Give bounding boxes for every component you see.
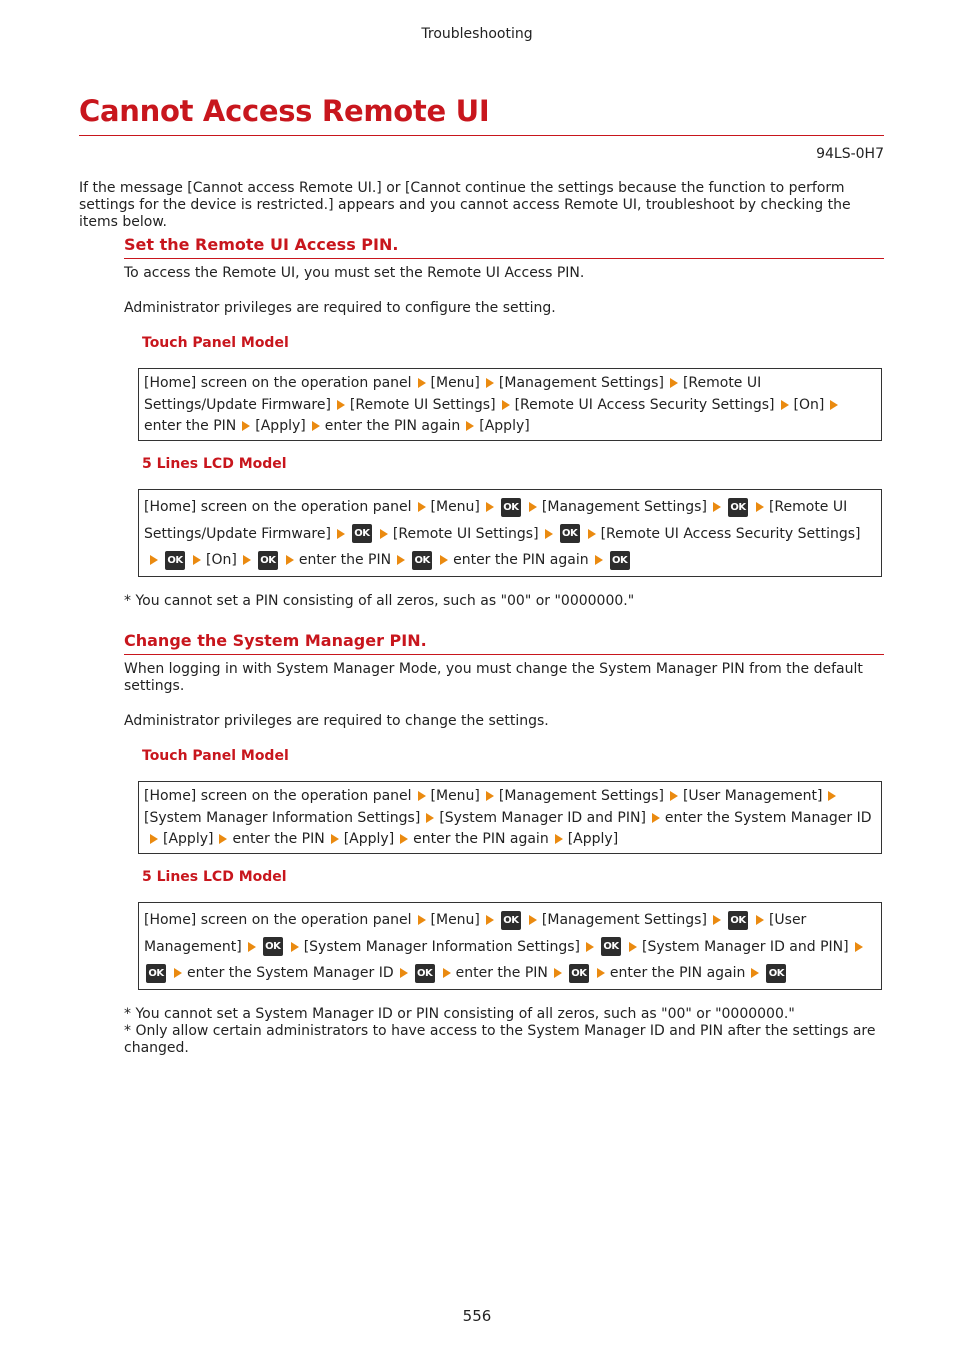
ok-key-icon: OK: [501, 498, 521, 517]
title-divider: [79, 135, 884, 136]
ok-key-icon: OK: [728, 911, 748, 930]
step-text: [Remote UI Settings]: [349, 396, 496, 413]
ok-key-icon: OK: [766, 964, 786, 983]
step-text: [Apply]: [479, 418, 530, 434]
step-text: [Remote UI Settings/Update Firmware]: [144, 375, 762, 413]
section-paragraph: Administrator privileges are required to change the settings.: [124, 713, 549, 729]
step-arrow-icon: [486, 791, 494, 801]
section-divider: [124, 654, 884, 655]
step-text: [On]: [206, 552, 237, 568]
step-arrow-icon: [219, 834, 227, 844]
step-text: [Remote UI Settings]: [392, 525, 539, 542]
step-text: [On]: [793, 396, 825, 413]
section-heading-system-manager-pin: Change the System Manager PIN.: [124, 631, 427, 650]
step-arrow-icon: [629, 942, 637, 952]
step-arrow-icon: [466, 421, 474, 431]
step-text: enter the System Manager ID: [187, 965, 394, 981]
step-arrow-icon: [312, 421, 320, 431]
procedure-box-touch-panel: [138, 781, 882, 854]
section-divider: [124, 258, 884, 259]
step-arrow-icon: [193, 555, 201, 565]
step-arrow-icon: [418, 378, 426, 388]
step-text: enter the PIN: [232, 831, 325, 847]
step-text: [Management Settings]: [498, 788, 664, 804]
step-text: [Apply]: [163, 831, 214, 847]
procedure-box-touch-panel: [138, 368, 882, 441]
step-arrow-icon: [529, 915, 537, 925]
step-text: [Menu]: [430, 912, 480, 928]
page-title: Cannot Access Remote UI: [79, 94, 490, 128]
step-arrow-icon: [586, 942, 594, 952]
page-number: 556: [462, 1307, 492, 1325]
step-arrow-icon: [440, 555, 448, 565]
procedure-box-lcd: [138, 902, 882, 990]
step-arrow-icon: [756, 915, 764, 925]
ok-key-icon: OK: [601, 937, 621, 956]
step-arrow-icon: [830, 400, 838, 410]
step-arrow-icon: [855, 942, 863, 952]
step-arrow-icon: [286, 555, 294, 565]
ok-key-icon: OK: [560, 524, 580, 543]
step-text: [User Management]: [144, 912, 807, 955]
step-arrow-icon: [588, 529, 596, 539]
step-text: [Apply]: [567, 831, 619, 847]
step-text: [Menu]: [430, 499, 480, 515]
step-arrow-icon: [670, 791, 678, 801]
step-text: [Remote UI Access Security Settings]: [514, 396, 775, 413]
intro-paragraph: If the message [Cannot access Remote UI.] or [Cannot continue the settings because the function to perform settings for the device is restricted.] appears and you cannot access Remote UI, troubleshoot by checking the items below.: [79, 180, 851, 230]
section-heading-remote-ui-pin: Set the Remote UI Access PIN.: [124, 235, 399, 254]
step-arrow-icon: [781, 400, 789, 410]
ok-key-icon: OK: [569, 964, 589, 983]
step-arrow-icon: [554, 968, 562, 978]
step-arrow-icon: [652, 813, 660, 823]
step-arrow-icon: [486, 502, 494, 512]
step-arrow-icon: [248, 942, 256, 952]
step-text: enter the PIN again: [453, 552, 589, 568]
step-arrow-icon: [828, 791, 836, 801]
step-text: [Menu]: [430, 375, 480, 391]
step-text: [Remote UI Access Security Settings]: [600, 525, 861, 542]
note-text: * You cannot set a PIN consisting of all zeros, such as "00" or "0000000.": [124, 593, 635, 609]
step-arrow-icon: [486, 915, 494, 925]
step-text: [Home] screen on the operation panel: [144, 375, 412, 391]
step-text: [Home] screen on the operation panel: [144, 499, 412, 515]
step-text: [Apply]: [255, 418, 306, 434]
ok-key-icon: OK: [352, 524, 372, 543]
step-text: [Home] screen on the operation panel: [144, 912, 412, 928]
step-text: [System Manager Information Settings]: [144, 809, 421, 826]
ok-key-icon: OK: [412, 551, 432, 570]
step-arrow-icon: [150, 834, 158, 844]
step-text: [Management Settings]: [498, 375, 664, 391]
procedure-box-lcd: [138, 489, 882, 577]
subheading-lcd-model: 5 Lines LCD Model: [142, 456, 287, 472]
step-text: [Management Settings]: [541, 912, 707, 928]
subheading-touch-panel-model: Touch Panel Model: [142, 335, 289, 351]
ok-key-icon: OK: [610, 551, 630, 570]
step-arrow-icon: [418, 915, 426, 925]
note-text: * You cannot set a System Manager ID or PIN consisting of all zeros, such as "00" or "0000000.": [124, 1006, 795, 1022]
step-text: enter the PIN: [144, 418, 237, 434]
step-text: [System Manager Information Settings]: [303, 938, 580, 955]
subheading-touch-panel-model: Touch Panel Model: [142, 748, 289, 764]
subheading-lcd-model: 5 Lines LCD Model: [142, 869, 287, 885]
ok-key-icon: OK: [165, 551, 185, 570]
step-arrow-icon: [595, 555, 603, 565]
step-arrow-icon: [337, 400, 345, 410]
step-text: [System Manager ID and PIN]: [439, 809, 646, 826]
note-text: * Only allow certain administrators to have access to the System Manager ID and PIN after the settings are changed.: [124, 1023, 876, 1056]
step-arrow-icon: [150, 555, 158, 565]
section-paragraph: When logging in with System Manager Mode, you must change the System Manager PIN from the default settings.: [124, 661, 863, 694]
step-text: [Menu]: [430, 788, 480, 804]
step-arrow-icon: [751, 968, 759, 978]
step-arrow-icon: [174, 968, 182, 978]
step-text: [Home] screen on the operation panel: [144, 788, 412, 804]
step-text: [System Manager ID and PIN]: [642, 938, 849, 955]
ok-key-icon: OK: [258, 551, 278, 570]
step-arrow-icon: [243, 555, 251, 565]
running-header: Troubleshooting: [421, 26, 533, 42]
step-text: [Management Settings]: [541, 499, 707, 515]
step-arrow-icon: [242, 421, 250, 431]
section-paragraph: Administrator privileges are required to configure the setting.: [124, 300, 556, 316]
step-text: enter the PIN again: [609, 965, 746, 981]
step-text: enter the PIN again: [324, 418, 461, 434]
step-arrow-icon: [418, 502, 426, 512]
ok-key-icon: OK: [501, 911, 521, 930]
step-text: [Remote UI Settings/Update Firmware]: [144, 499, 848, 542]
step-arrow-icon: [502, 400, 510, 410]
step-text: enter the PIN again: [413, 831, 549, 847]
ok-key-icon: OK: [728, 498, 748, 517]
step-arrow-icon: [713, 502, 721, 512]
step-arrow-icon: [337, 529, 345, 539]
document-id: 94LS-0H7: [816, 146, 884, 162]
ok-key-icon: OK: [415, 964, 435, 983]
step-arrow-icon: [380, 529, 388, 539]
step-arrow-icon: [291, 942, 299, 952]
step-text: enter the PIN: [298, 552, 392, 568]
step-arrow-icon: [331, 834, 339, 844]
step-text: enter the PIN: [455, 965, 548, 981]
step-arrow-icon: [555, 834, 563, 844]
step-arrow-icon: [597, 968, 605, 978]
ok-key-icon: OK: [146, 964, 166, 983]
step-arrow-icon: [443, 968, 451, 978]
step-arrow-icon: [756, 502, 764, 512]
step-text: [Apply]: [343, 831, 395, 847]
step-arrow-icon: [400, 968, 408, 978]
ok-key-icon: OK: [263, 937, 283, 956]
step-arrow-icon: [418, 791, 426, 801]
step-arrow-icon: [426, 813, 434, 823]
step-arrow-icon: [545, 529, 553, 539]
step-arrow-icon: [400, 834, 408, 844]
step-text: [User Management]: [682, 788, 823, 804]
step-arrow-icon: [529, 502, 537, 512]
step-arrow-icon: [397, 555, 405, 565]
step-arrow-icon: [713, 915, 721, 925]
section-paragraph: To access the Remote UI, you must set the Remote UI Access PIN.: [124, 265, 585, 281]
step-arrow-icon: [670, 378, 678, 388]
step-arrow-icon: [486, 378, 494, 388]
step-text: enter the System Manager ID: [664, 809, 872, 826]
